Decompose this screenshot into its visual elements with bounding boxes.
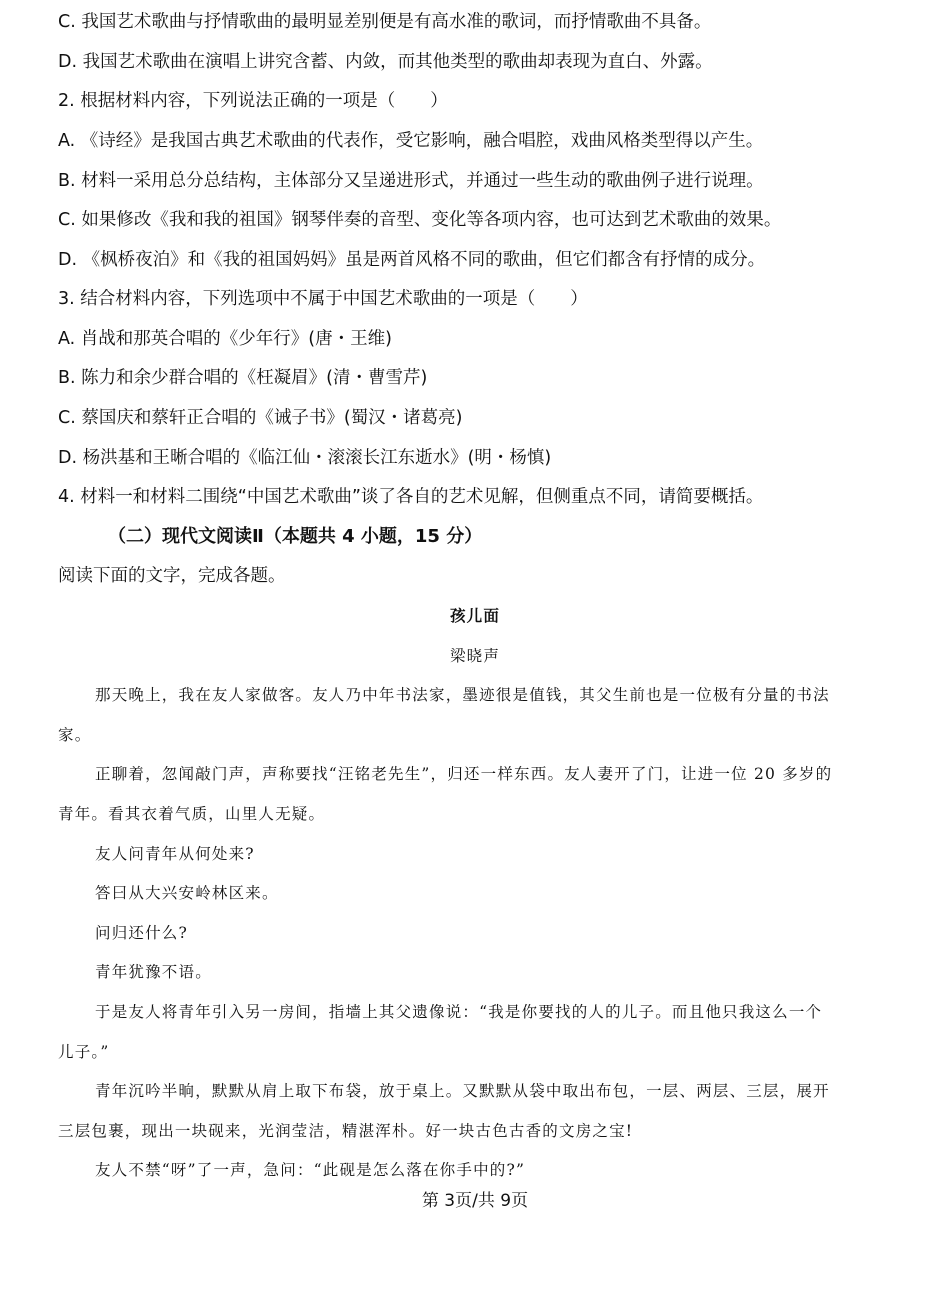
- q1-option-c: C. 我国艺术歌曲与抒情歌曲的最明显差别便是有高水准的歌词，而抒情歌曲不具备。: [58, 12, 712, 32]
- q2-stem: 2. 根据材料内容，下列说法正确的一项是（ ）: [58, 91, 448, 111]
- q3-option-c: C. 蔡国庆和蔡轩正合唱的《诫子书》(蜀汉・诸葛亮): [58, 408, 463, 428]
- q3-option-d: D. 杨洪基和王晰合唱的《临江仙・滚滚长江东逝水》(明・杨慎): [58, 448, 552, 468]
- article-title: 孩儿面: [449, 606, 501, 625]
- article-line: 青年沉吟半晌，默默从肩上取下布袋，放于桌上。又默默从袋中取出布包，一层、两层、三层，展开: [95, 1082, 830, 1100]
- section-instruction: 阅读下面的文字，完成各题。: [58, 566, 286, 586]
- article-author: 梁晓声: [449, 647, 501, 665]
- q2-option-b: B. 材料一采用总分总结构，主体部分又呈递进形式，并通过一些生动的歌曲例子进行说理。: [58, 171, 764, 191]
- q2-option-c: C. 如果修改《我和我的祖国》钢琴伴奏的音型、变化等各项内容，也可达到艺术歌曲的效果。: [58, 210, 782, 230]
- section-heading: （二）现代文阅读Ⅱ（本题共 4 小题，15 分）: [108, 526, 483, 547]
- article-line: 于是友人将青年引入另一房间，指墙上其父遗像说：“我是你要找的人的儿子。而且他只我这么一个: [95, 1003, 823, 1021]
- q3-option-b: B. 陈力和余少群合唱的《枉凝眉》(清・曹雪芹): [58, 368, 428, 388]
- page-number: 第 3页/共 9页: [421, 1191, 529, 1211]
- article-line: 那天晚上，我在友人家做客。友人乃中年书法家，墨迹很是值钱，其父生前也是一位极有分量的书法: [95, 686, 830, 704]
- article-line: 问归还什么?: [95, 924, 189, 942]
- q1-option-d: D. 我国艺术歌曲在演唱上讲究含蓄、内敛，而其他类型的歌曲却表现为直白、外露。: [58, 52, 713, 72]
- q3-stem: 3. 结合材料内容，下列选项中不属于中国艺术歌曲的一项是（ ）: [58, 289, 588, 309]
- article-line: 友人不禁“呀”了一声，急问：“此砚是怎么落在你手中的?”: [95, 1161, 526, 1179]
- q2-option-a: A. 《诗经》是我国古典艺术歌曲的代表作，受它影响，融合唱腔，戏曲风格类型得以产生。: [58, 131, 764, 151]
- q2-option-d: D. 《枫桥夜泊》和《我的祖国妈妈》虽是两首风格不同的歌曲，但它们都含有抒情的成分。: [58, 250, 766, 270]
- article-line: 友人问青年从何处来?: [95, 845, 255, 863]
- article-line: 三层包裹，现出一块砚来，光润莹洁，精湛浑朴。好一块古色古香的文房之宝!: [58, 1122, 634, 1140]
- q3-option-a: A. 肖战和那英合唱的《少年行》(唐・王维): [58, 329, 392, 349]
- article-line: 答曰从大兴安岭林区来。: [95, 884, 279, 902]
- article-line: 青年犹豫不语。: [95, 963, 212, 981]
- q4-stem: 4. 材料一和材料二围绕“中国艺术歌曲”谈了各自的艺术见解，但侧重点不同，请简要概括。: [58, 487, 764, 507]
- article-line: 儿子。”: [58, 1043, 110, 1061]
- article-line: 正聊着，忽闻敲门声，声称要找“汪铭老先生”，归还一样东西。友人妻开了门，让进一位 20 多岁的: [95, 765, 833, 783]
- article-line: 家。: [58, 726, 92, 744]
- article-line: 青年。看其衣着气质，山里人无疑。: [58, 805, 326, 823]
